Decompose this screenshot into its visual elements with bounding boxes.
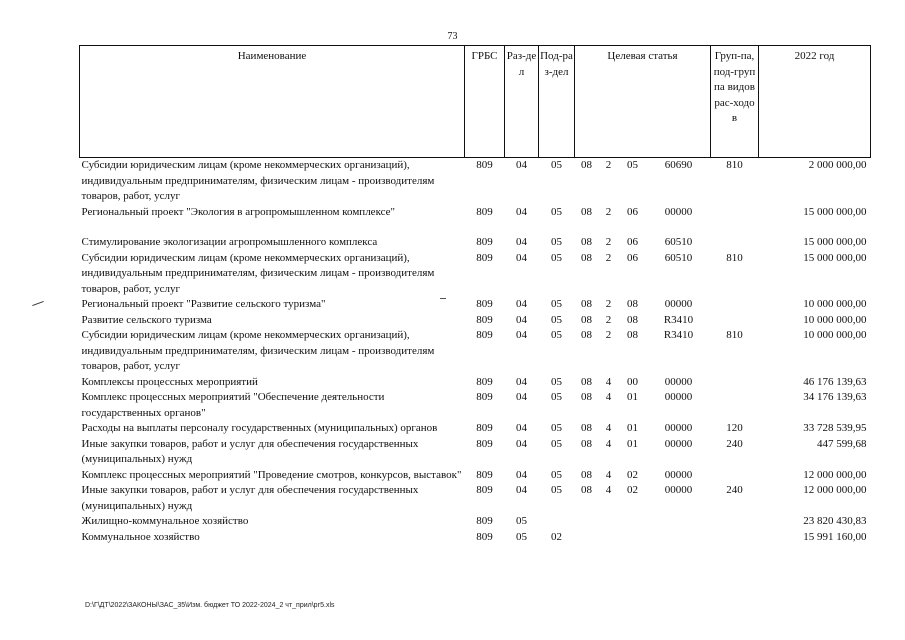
row-target-subprogram: 2 xyxy=(605,205,612,218)
table-row xyxy=(80,437,871,468)
row-podrazdel: 02 xyxy=(551,530,562,543)
row-expense-group: 240 xyxy=(726,484,743,496)
table-row xyxy=(80,205,871,221)
row-razdel: 04 xyxy=(516,251,527,264)
row-target-subprogram xyxy=(599,530,619,546)
row-razdel: 04 xyxy=(516,484,527,496)
row-target-direction xyxy=(647,530,711,546)
row-razdel: 04 xyxy=(516,422,527,434)
row-grbs: 809 xyxy=(476,437,493,450)
row-name: Комплекс процессных мероприятий "Проведение смотров, конкурсов, выставок" xyxy=(81,468,462,481)
row-target-direction: 00000 xyxy=(664,391,693,403)
file-path-footer: D:\Г\ДТ\2022\ЗАКОНЫ\ЗАС_35\Изм. бюджет ТО 2022-2024_2 чт_прил\рг5.xls xyxy=(85,602,335,609)
margin-mark xyxy=(32,301,44,306)
row-razdel: 05 xyxy=(516,515,527,527)
row-target-event: 05 xyxy=(627,159,638,171)
row-target-event: 01 xyxy=(627,391,638,403)
row-target-event: 06 xyxy=(627,205,638,218)
row-target-subprogram: 4 xyxy=(605,422,612,434)
row-expense-group xyxy=(711,313,759,329)
row-razdel: 04 xyxy=(516,437,527,450)
row-grbs: 809 xyxy=(476,313,493,326)
row-target-direction: 00000 xyxy=(664,298,693,310)
row-target-program: 08 xyxy=(581,422,592,434)
header-target-article: Целевая статья xyxy=(575,46,711,158)
row-expense-group xyxy=(711,297,759,313)
row-podrazdel: 05 xyxy=(551,468,562,481)
row-target-program xyxy=(575,530,599,546)
row-target-direction: 60510 xyxy=(664,236,693,248)
header-podrazdel: Под-раз-дел xyxy=(539,46,575,158)
table-row xyxy=(80,297,871,313)
row-amount-2022: 23 820 430,83 xyxy=(803,515,867,527)
row-podrazdel: 05 xyxy=(551,159,562,171)
row-target-subprogram: 2 xyxy=(605,313,612,326)
row-target-program: 08 xyxy=(581,205,592,218)
row-podrazdel: 05 xyxy=(551,437,562,450)
row-grbs: 809 xyxy=(476,391,493,403)
row-grbs: 809 xyxy=(476,530,493,543)
row-name: Субсидии юридическим лицам (кроме некоммерческих организаций), индивидуальным предпринимателям, физическим лицам - производителям товаров, работ, услуг xyxy=(81,251,435,295)
row-target-event: 06 xyxy=(627,251,638,264)
table-row xyxy=(80,390,871,421)
row-amount-2022: 34 176 139,63 xyxy=(803,391,867,403)
row-target-subprogram: 2 xyxy=(605,236,612,248)
row-expense-group xyxy=(711,375,759,391)
row-razdel: 05 xyxy=(516,530,527,543)
row-razdel: 04 xyxy=(516,236,527,248)
row-target-direction: 00000 xyxy=(664,422,693,434)
row-podrazdel: 05 xyxy=(551,329,562,341)
row-name: Жилищно-коммунальное хозяйство xyxy=(81,515,249,527)
row-target-event xyxy=(619,514,647,530)
row-expense-group: 810 xyxy=(726,251,743,264)
row-podrazdel xyxy=(539,514,575,530)
row-target-subprogram: 4 xyxy=(605,437,612,450)
row-razdel: 04 xyxy=(516,468,527,481)
row-amount-2022: 15 991 160,00 xyxy=(803,530,867,543)
row-expense-group: 810 xyxy=(726,159,743,171)
row-target-direction: 00000 xyxy=(664,468,693,481)
row-target-program: 08 xyxy=(581,391,592,403)
row-target-event: 02 xyxy=(627,468,638,481)
row-grbs: 809 xyxy=(476,468,493,481)
row-expense-group: 810 xyxy=(726,329,743,341)
row-expense-group xyxy=(711,468,759,484)
row-target-direction: R3410 xyxy=(663,329,694,341)
row-expense-group xyxy=(711,514,759,530)
row-target-program xyxy=(575,514,599,530)
table-row xyxy=(80,220,871,251)
row-name: Иные закупки товаров, работ и услуг для обеспечения государственных (муниципальных) нужд xyxy=(81,484,419,512)
row-target-event: 08 xyxy=(627,298,638,310)
row-razdel: 04 xyxy=(516,298,527,310)
row-target-event xyxy=(619,530,647,546)
row-target-direction: 60690 xyxy=(664,159,693,171)
row-target-program: 08 xyxy=(581,298,592,310)
row-name: Коммунальное хозяйство xyxy=(81,530,200,543)
row-amount-2022: 10 000 000,00 xyxy=(803,313,867,326)
row-razdel: 04 xyxy=(516,329,527,341)
row-grbs: 809 xyxy=(476,236,493,248)
row-expense-group: 120 xyxy=(726,422,743,434)
table-header-row xyxy=(80,46,871,158)
row-podrazdel: 05 xyxy=(551,251,562,264)
row-target-program: 08 xyxy=(581,313,592,326)
table-row xyxy=(80,468,871,484)
row-podrazdel: 05 xyxy=(551,205,562,218)
row-target-program: 08 xyxy=(581,484,592,496)
row-target-event: 08 xyxy=(627,313,638,326)
row-target-subprogram: 4 xyxy=(605,375,612,388)
header-grbs: ГРБС xyxy=(465,46,505,158)
row-target-subprogram xyxy=(599,514,619,530)
row-name: Комплексы процессных мероприятий xyxy=(81,375,258,388)
row-target-subprogram: 4 xyxy=(605,468,612,481)
row-name: Развитие сельского туризма xyxy=(81,313,212,326)
header-expense-group: Груп-па, под-группа видов рас-ходов xyxy=(711,46,759,158)
row-podrazdel: 05 xyxy=(551,422,562,434)
row-expense-group xyxy=(711,205,759,221)
row-target-event: 01 xyxy=(627,422,638,434)
row-name: Субсидии юридическим лицам (кроме некоммерческих организаций), индивидуальным предпринимателям, физическим лицам - производителям товаров, работ, услуг xyxy=(81,159,435,202)
header-year-2022: 2022 год xyxy=(759,46,871,158)
row-amount-2022: 15 000 000,00 xyxy=(803,205,867,218)
row-target-subprogram: 2 xyxy=(605,329,612,341)
budget-table xyxy=(79,45,871,545)
row-amount-2022: 10 000 000,00 xyxy=(803,298,867,310)
row-expense-group xyxy=(711,530,759,546)
table-row xyxy=(80,421,871,437)
table-row xyxy=(80,483,871,514)
row-amount-2022: 15 000 000,00 xyxy=(803,236,867,248)
table-row xyxy=(80,514,871,530)
row-target-subprogram: 2 xyxy=(605,298,612,310)
table-row xyxy=(80,328,871,375)
row-amount-2022: 2 000 000,00 xyxy=(808,159,867,171)
table-row xyxy=(80,530,871,546)
row-target-subprogram: 4 xyxy=(605,391,612,403)
row-target-event: 00 xyxy=(627,375,638,388)
row-name: Региональный проект "Развитие сельского туризма" xyxy=(81,298,326,310)
row-target-program: 08 xyxy=(581,468,592,481)
row-target-direction: 00000 xyxy=(664,484,693,496)
row-target-event: 01 xyxy=(627,437,638,450)
row-name: Расходы на выплаты персоналу государственных (муниципальных) органов xyxy=(81,422,438,434)
row-target-direction: 00000 xyxy=(664,205,693,218)
row-amount-2022: 12 000 000,00 xyxy=(803,468,867,481)
table-row xyxy=(80,313,871,329)
row-grbs: 809 xyxy=(476,515,493,527)
row-target-program: 08 xyxy=(581,251,592,264)
row-podrazdel: 05 xyxy=(551,236,562,248)
row-grbs: 809 xyxy=(476,375,493,388)
table-row xyxy=(80,158,871,205)
row-grbs: 809 xyxy=(476,298,493,310)
row-amount-2022: 46 176 139,63 xyxy=(803,375,867,388)
row-grbs: 809 xyxy=(476,484,493,496)
row-target-program: 08 xyxy=(581,437,592,450)
row-target-event: 08 xyxy=(627,329,638,341)
row-amount-2022: 15 000 000,00 xyxy=(803,251,867,264)
row-target-event: 02 xyxy=(627,484,638,496)
row-podrazdel: 05 xyxy=(551,391,562,403)
row-target-direction: 00000 xyxy=(664,437,693,450)
row-name: Субсидии юридическим лицам (кроме некоммерческих организаций), индивидуальным предпринимателям, физическим лицам - производителям товаров, работ, услуг xyxy=(81,329,435,372)
row-target-event: 06 xyxy=(627,236,638,248)
row-amount-2022: 447 599,68 xyxy=(817,437,867,450)
row-target-subprogram: 2 xyxy=(605,159,612,171)
row-amount-2022: 10 000 000,00 xyxy=(803,329,867,341)
row-grbs: 809 xyxy=(476,329,493,341)
row-grbs: 809 xyxy=(476,251,493,264)
row-podrazdel: 05 xyxy=(551,375,562,388)
row-podrazdel: 05 xyxy=(551,298,562,310)
row-razdel: 04 xyxy=(516,313,527,326)
row-name: Стимулирование экологизации агропромышленного комплекса xyxy=(81,236,378,248)
page-number: 73 xyxy=(447,31,458,42)
table-row xyxy=(80,375,871,391)
table-row xyxy=(80,251,871,298)
row-grbs: 809 xyxy=(476,159,493,171)
row-podrazdel: 05 xyxy=(551,313,562,326)
row-target-direction: 00000 xyxy=(664,375,693,388)
row-razdel: 04 xyxy=(516,391,527,403)
row-razdel: 04 xyxy=(516,205,527,218)
header-razdel: Раз-дел xyxy=(505,46,539,158)
row-target-subprogram: 4 xyxy=(605,484,612,496)
row-target-direction xyxy=(647,514,711,530)
row-expense-group xyxy=(711,220,759,251)
row-name: Комплекс процессных мероприятий "Обеспечение деятельности государственных органов" xyxy=(81,391,385,419)
row-target-subprogram: 2 xyxy=(605,251,612,264)
row-podrazdel: 05 xyxy=(551,484,562,496)
row-expense-group xyxy=(711,390,759,421)
row-name: Иные закупки товаров, работ и услуг для обеспечения государственных (муниципальных) нужд xyxy=(81,437,419,465)
row-amount-2022: 12 000 000,00 xyxy=(803,484,867,496)
row-amount-2022: 33 728 539,95 xyxy=(803,422,867,434)
row-name: Региональный проект "Экология в агропромышленном комплексе" xyxy=(81,205,396,218)
row-target-program: 08 xyxy=(581,329,592,341)
row-grbs: 809 xyxy=(476,205,493,218)
row-razdel: 04 xyxy=(516,375,527,388)
row-target-direction: R3410 xyxy=(663,313,694,326)
row-target-direction: 60510 xyxy=(664,251,693,264)
row-target-program: 08 xyxy=(581,375,592,388)
row-expense-group: 240 xyxy=(726,437,743,450)
header-name: Наименование xyxy=(80,46,465,158)
row-razdel: 04 xyxy=(516,159,527,171)
row-target-program: 08 xyxy=(581,236,592,248)
row-target-program: 08 xyxy=(581,159,592,171)
row-grbs: 809 xyxy=(476,422,493,434)
